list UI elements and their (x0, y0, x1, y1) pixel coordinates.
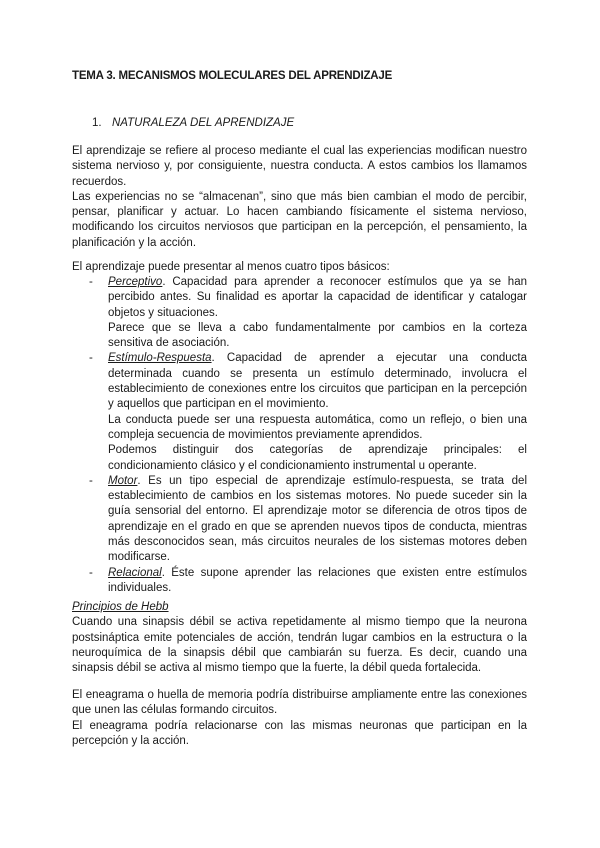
bullet-dash: - (89, 276, 93, 288)
term-perceptivo: Perceptivo (108, 276, 163, 288)
section-label: NATURALEZA DEL APRENDIZAJE (112, 117, 295, 129)
list-item-text: Motor. Es un tipo especial de aprendizaje estímulo-respuesta, se trata del establecimiento de cambios en los sistemas motores. No puede suceder sin la guía sensorial del entorno. El aprendizaje motor se diferencia de otros tipos de aprendizaje en el grado en que se aprenden nuevos tipos de conducta, mientras más desconocidos sean, más circuitos neurales de los sistemas motores deben modificarse. (108, 474, 527, 564)
engram-paragraph: El eneagrama o huella de memoria podría distribuirse ampliamente entre las conexiones que unen las células formando circuitos. (72, 689, 527, 717)
intro-paragraph: El aprendizaje se refiere al proceso mediante el cual las experiencias modifican nuestro sistema nervioso y, por consiguiente, nuestra conducta. A estos cambios los llamamos recuerdos. (72, 145, 527, 188)
list-item-text: Perceptivo. Capacidad para aprender a reconocer estímulos que ya se han percibido antes. Su finalidad es aportar la capacidad de identificar y catalogar objetos y situaciones. (108, 276, 527, 319)
list-item-text: Relacional. Éste supone aprender las relaciones que existen entre estímulos individuales. (108, 566, 527, 594)
list-item-text: Estímulo-Respuesta. Capacidad de aprender a ejecutar una conducta determinada cuando se presenta un estímulo determinado, involucra el establecimiento de conexiones entre los circuitos que participan en la percepción y aquellos que participan en el movimiento. (108, 352, 527, 411)
section-number: 1. (92, 117, 102, 129)
types-list (72, 275, 527, 596)
document-title: TEMA 3. MECANISMOS MOLECULARES DEL APRENDIZAJE (72, 70, 393, 82)
hebb-heading: Principios de Hebb (72, 601, 169, 613)
section-heading (92, 116, 294, 131)
list-item (72, 351, 527, 473)
types-intro (72, 260, 527, 275)
list-item (72, 566, 527, 597)
list-item-extra: La conducta puede ser una respuesta automática, como un reflejo, o bien una compleja secuencia de movimientos previamente aprendidos. (108, 413, 527, 441)
list-item-extra: Parece que se lleva a cabo fundamentalmente por cambios en la corteza sensitiva de asociación. (108, 321, 527, 350)
engram-block (72, 688, 527, 749)
bullet-dash: - (89, 566, 93, 579)
bullet-dash: - (89, 352, 93, 365)
bullet-dash: - (89, 474, 93, 487)
term-estimulo-respuesta: Estímulo-Respuesta (108, 352, 212, 365)
list-item-extra: Podemos distinguir dos categorías de aprendizaje principales: el condicionamiento clásico y el condicionamiento instrumental u operante. (108, 444, 527, 472)
intro-block (72, 144, 527, 251)
hebb-block (72, 600, 527, 676)
types-intro-text: El aprendizaje puede presentar al menos cuatro tipos básicos: (72, 261, 390, 273)
list-item (72, 474, 527, 566)
list-item (72, 275, 527, 351)
hebb-text: Cuando una sinapsis débil se activa repetidamente al mismo tiempo que la neurona postsináptica emite potenciales de acción, tendrán lugar cambios en la estructura o la neuroquímica de la sinapsis débil que cambiarán su fuerza. Es decir, cuando una sinapsis débil se activa al mismo tiempo que la fuerte, la débil queda fortalecida. (72, 616, 527, 675)
term-motor: Motor (108, 474, 138, 487)
term-relacional: Relacional (108, 566, 162, 579)
intro-paragraph: Las experiencias no se “almacenan”, sino que más bien cambian el modo de percibir, pensar, planificar y actuar. Lo hacen cambiando físicamente el sistema nervioso, modificando los circuitos nerviosos que participan en la percepción, el pensamiento, la planificación y la acción. (72, 190, 527, 249)
engram-paragraph: El eneagrama podría relacionarse con las mismas neuronas que participan en la percepción y la acción. (72, 719, 527, 747)
